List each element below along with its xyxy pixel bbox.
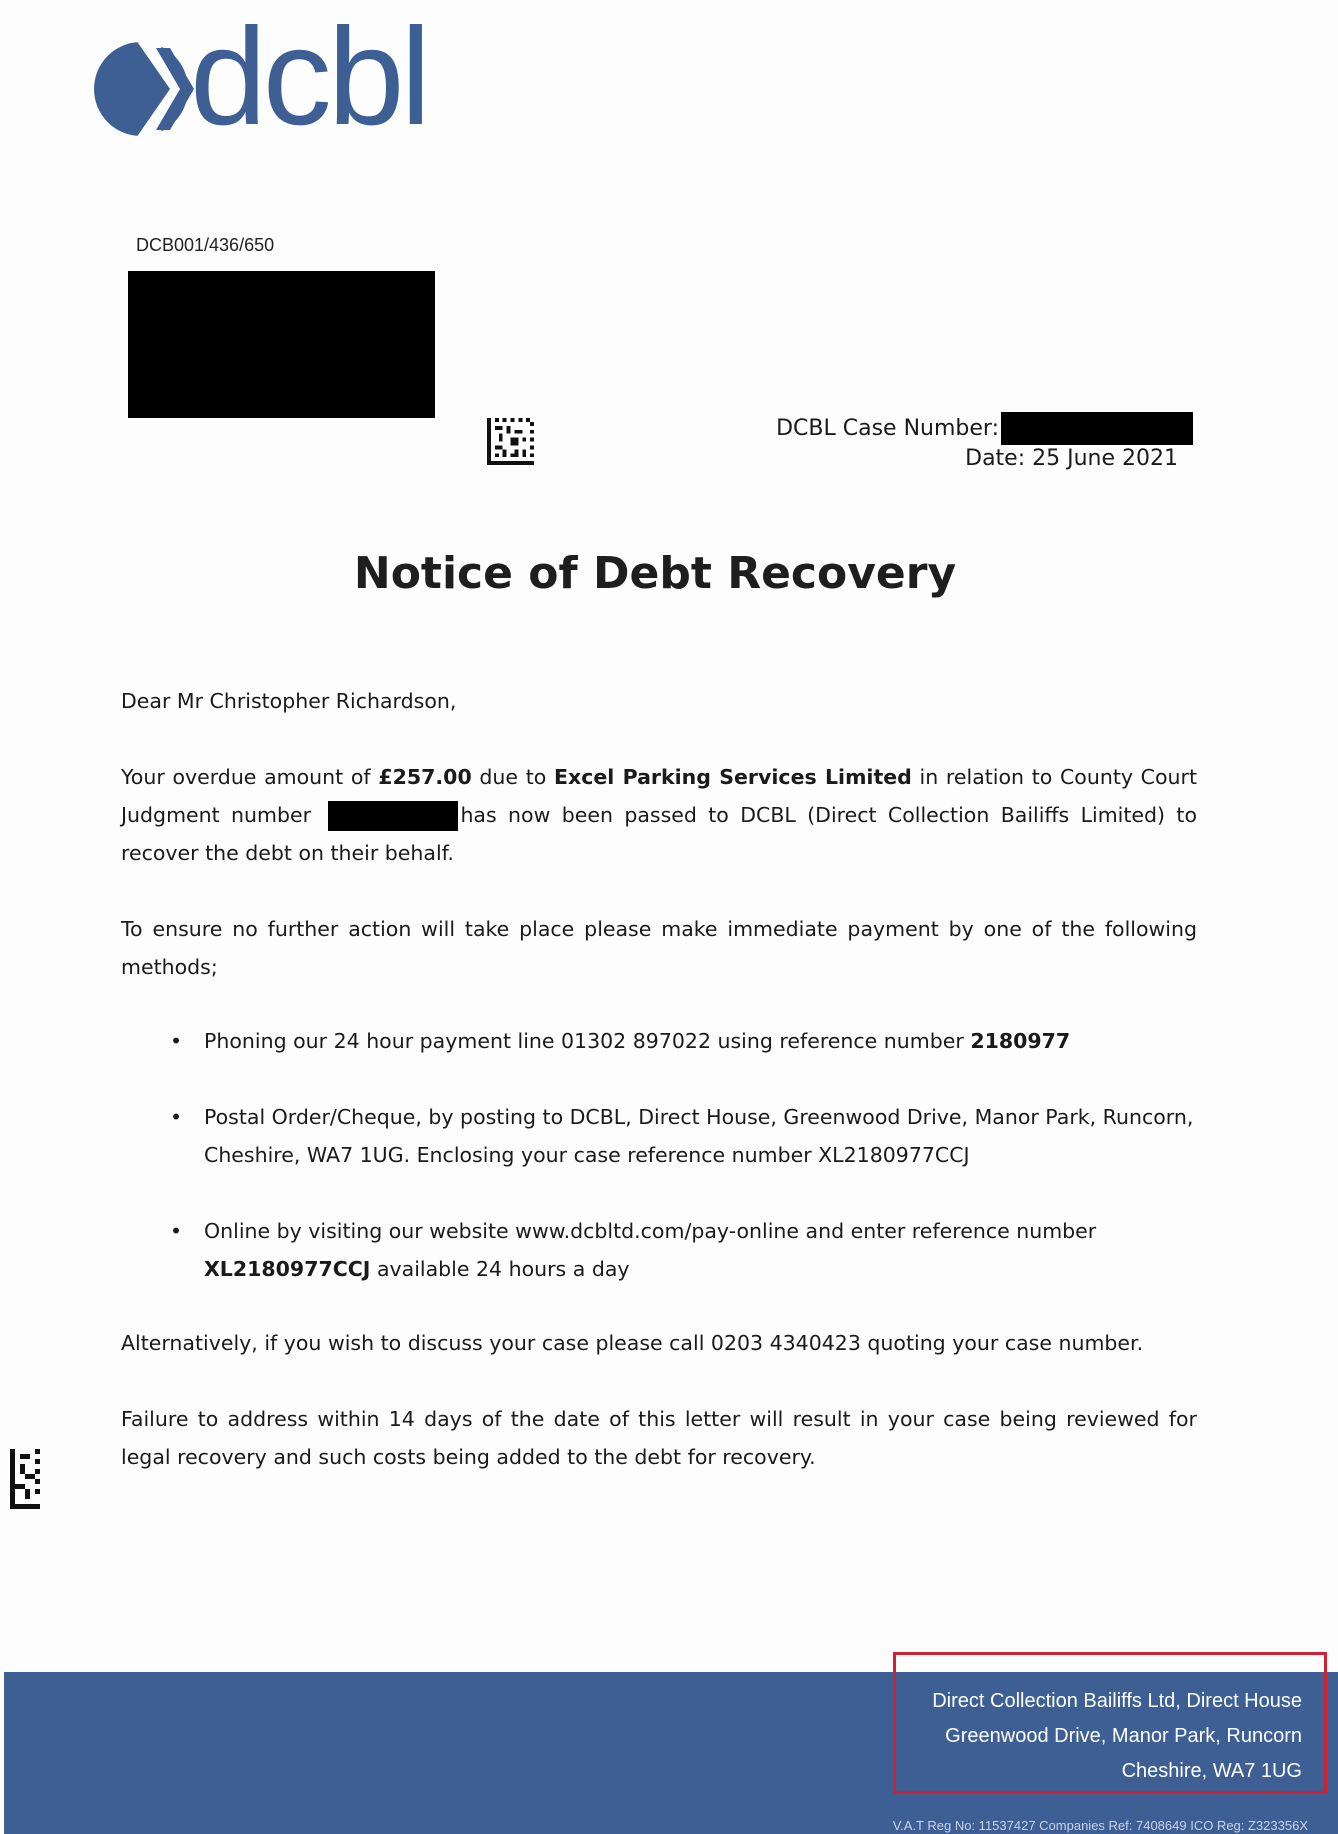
highlight-box xyxy=(893,1652,1327,1794)
case-number-label: DCBL Case Number: xyxy=(776,415,999,441)
paragraph-deadline-warning: Failure to address within 14 days of the date of this letter will result in your case being reviewed for legal recovery and such costs being added to the debt for recovery. xyxy=(121,1407,1197,1469)
list-item: • Online by visiting our website www.dcbltd.com/pay-online and enter reference number XL2180977CCJ available 24 hours a day xyxy=(170,1219,1097,1281)
paragraph-payment-intro: To ensure no further action will take place please make immediate payment by one of the following methods; xyxy=(121,917,1197,979)
letter-reference: DCB001/436/650 xyxy=(136,235,275,255)
list-item: • Postal Order/Cheque, by posting to DCBL, Direct House, Greenwood Drive, Manor Park, Runcorn, Cheshire, WA7 1UG. Enclosing your case reference number XL2180977CCJ xyxy=(170,1105,1194,1167)
redacted-address-block xyxy=(128,271,435,418)
list-item: • Phoning our 24 hour payment line 01302 897022 using reference number 2180977 xyxy=(170,1029,1071,1053)
creditor-name: Excel Parking Services Limited xyxy=(553,765,912,789)
letter-date: Date: 25 June 2021 xyxy=(965,446,1178,471)
footer-registration: V.A.T Reg No: 11537427 Companies Ref: 7408649 ICO Reg: Z323356X xyxy=(892,1818,1308,1833)
dcbl-logo-mark xyxy=(94,40,194,138)
dcbl-logo-text: dcbl xyxy=(190,0,428,154)
paragraph-alternative-contact: Alternatively, if you wish to discuss your case please call 0203 4340423 quoting your case number. xyxy=(121,1331,1144,1355)
online-reference: XL2180977CCJ xyxy=(204,1257,371,1281)
payment-methods-list xyxy=(170,1022,1200,1288)
datamatrix-code xyxy=(487,418,534,465)
paragraph-overdue-amount: Your overdue amount of £257.00 due to Excel Parking Services Limited in relation to County Court Judgment number has now been passed to DCBL (Direct Collection Bailiffs Limited) to recover the debt on their behalf. xyxy=(121,765,1197,865)
redacted-judgment-number xyxy=(328,801,458,831)
salutation: Dear Mr Christopher Richardson, xyxy=(121,689,457,713)
amount-due: £257.00 xyxy=(378,765,472,789)
redacted-case-number xyxy=(1001,412,1193,445)
footer-address: Direct Collection Bailiffs Ltd, Direct House Greenwood Drive, Manor Park, Runcorn Cheshire, WA7 1UG xyxy=(932,1690,1302,1782)
side-datamatrix-code xyxy=(10,1448,40,1510)
payment-reference: 2180977 xyxy=(970,1029,1071,1053)
page-title: Notice of Debt Recovery xyxy=(353,548,957,599)
case-details xyxy=(776,412,1193,473)
